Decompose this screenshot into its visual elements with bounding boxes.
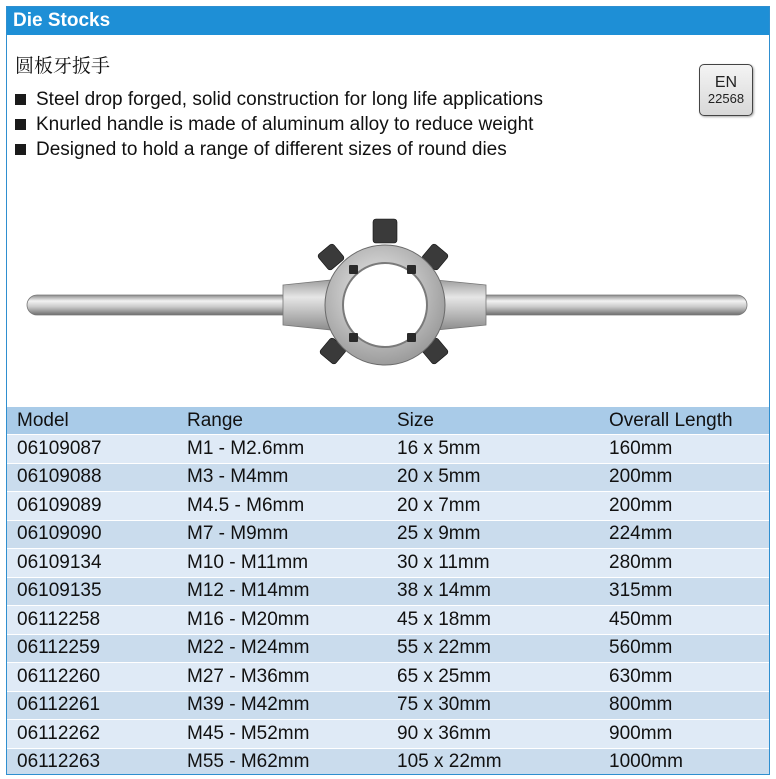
badge-line-1: EN [714,74,738,91]
table-row [7,435,769,464]
cell-range: M12 - M14mm [177,577,387,606]
bullet-icon [15,144,26,155]
column-header-length: Overall Length [599,407,769,435]
cell-length: 160mm [599,435,769,464]
feature-text: Steel drop forged, solid construction for long life applications [36,89,543,110]
feature-text: Knurled handle is made of aluminum alloy to reduce weight [36,114,534,135]
cell-model: 06112263 [7,748,177,775]
page-title: Die Stocks [7,7,769,35]
cell-size: 75 x 30mm [387,691,599,720]
feature-item [15,137,543,162]
cell-range: M27 - M36mm [177,663,387,692]
cell-size: 90 x 36mm [387,720,599,749]
feature-text: Designed to hold a range of different sizes of round dies [36,139,507,160]
cell-range: M7 - M9mm [177,520,387,549]
cell-size: 38 x 14mm [387,577,599,606]
cell-length: 900mm [599,720,769,749]
cell-range: M55 - M62mm [177,748,387,775]
cell-size: 45 x 18mm [387,606,599,635]
table-row [7,492,769,521]
table-body [7,435,769,776]
cell-model: 06112260 [7,663,177,692]
cell-range: M45 - M52mm [177,720,387,749]
cell-length: 280mm [599,549,769,578]
cell-length: 560mm [599,634,769,663]
table-row [7,720,769,749]
table-row [7,520,769,549]
table-row [7,748,769,775]
cell-length: 200mm [599,492,769,521]
table-row [7,691,769,720]
cell-length: 630mm [599,663,769,692]
cell-range: M1 - M2.6mm [177,435,387,464]
en-standard-badge [699,64,753,116]
column-header-model: Model [7,407,177,435]
cell-length: 1000mm [599,748,769,775]
cell-model: 06112259 [7,634,177,663]
cell-model: 06109134 [7,549,177,578]
cell-range: M39 - M42mm [177,691,387,720]
cell-size: 25 x 9mm [387,520,599,549]
cell-size: 20 x 5mm [387,463,599,492]
cell-length: 315mm [599,577,769,606]
table-row [7,549,769,578]
table-row [7,577,769,606]
cell-model: 06112261 [7,691,177,720]
bullet-icon [15,119,26,130]
cell-range: M10 - M11mm [177,549,387,578]
feature-list [15,87,543,162]
cell-size: 65 x 25mm [387,663,599,692]
cell-size: 55 x 22mm [387,634,599,663]
cell-size: 30 x 11mm [387,549,599,578]
cell-length: 200mm [599,463,769,492]
bullet-icon [15,94,26,105]
cell-range: M16 - M20mm [177,606,387,635]
cell-range: M3 - M4mm [177,463,387,492]
table-header-row [7,407,769,435]
right-handle [471,295,747,315]
table-row [7,663,769,692]
cell-length: 450mm [599,606,769,635]
table-row [7,634,769,663]
cell-model: 06109088 [7,463,177,492]
left-handle [27,295,297,315]
column-header-size: Size [387,407,599,435]
cell-range: M22 - M24mm [177,634,387,663]
cell-model: 06112262 [7,720,177,749]
table-row [7,463,769,492]
product-card [6,6,770,775]
feature-item [15,87,543,112]
cell-model: 06112258 [7,606,177,635]
die-stock-image [21,215,751,385]
feature-item [15,112,543,137]
screw-top [373,219,397,243]
spec-table [7,407,769,775]
table-row [7,606,769,635]
column-header-range: Range [177,407,387,435]
cell-size: 105 x 22mm [387,748,599,775]
cell-length: 224mm [599,520,769,549]
chinese-subtitle: 圆板牙扳手 [15,55,111,77]
cell-size: 16 x 5mm [387,435,599,464]
cell-range: M4.5 - M6mm [177,492,387,521]
cell-length: 800mm [599,691,769,720]
badge-line-2: 22568 [707,91,745,106]
cell-model: 06109135 [7,577,177,606]
cell-model: 06109089 [7,492,177,521]
cell-model: 06109090 [7,520,177,549]
cell-model: 06109087 [7,435,177,464]
cell-size: 20 x 7mm [387,492,599,521]
